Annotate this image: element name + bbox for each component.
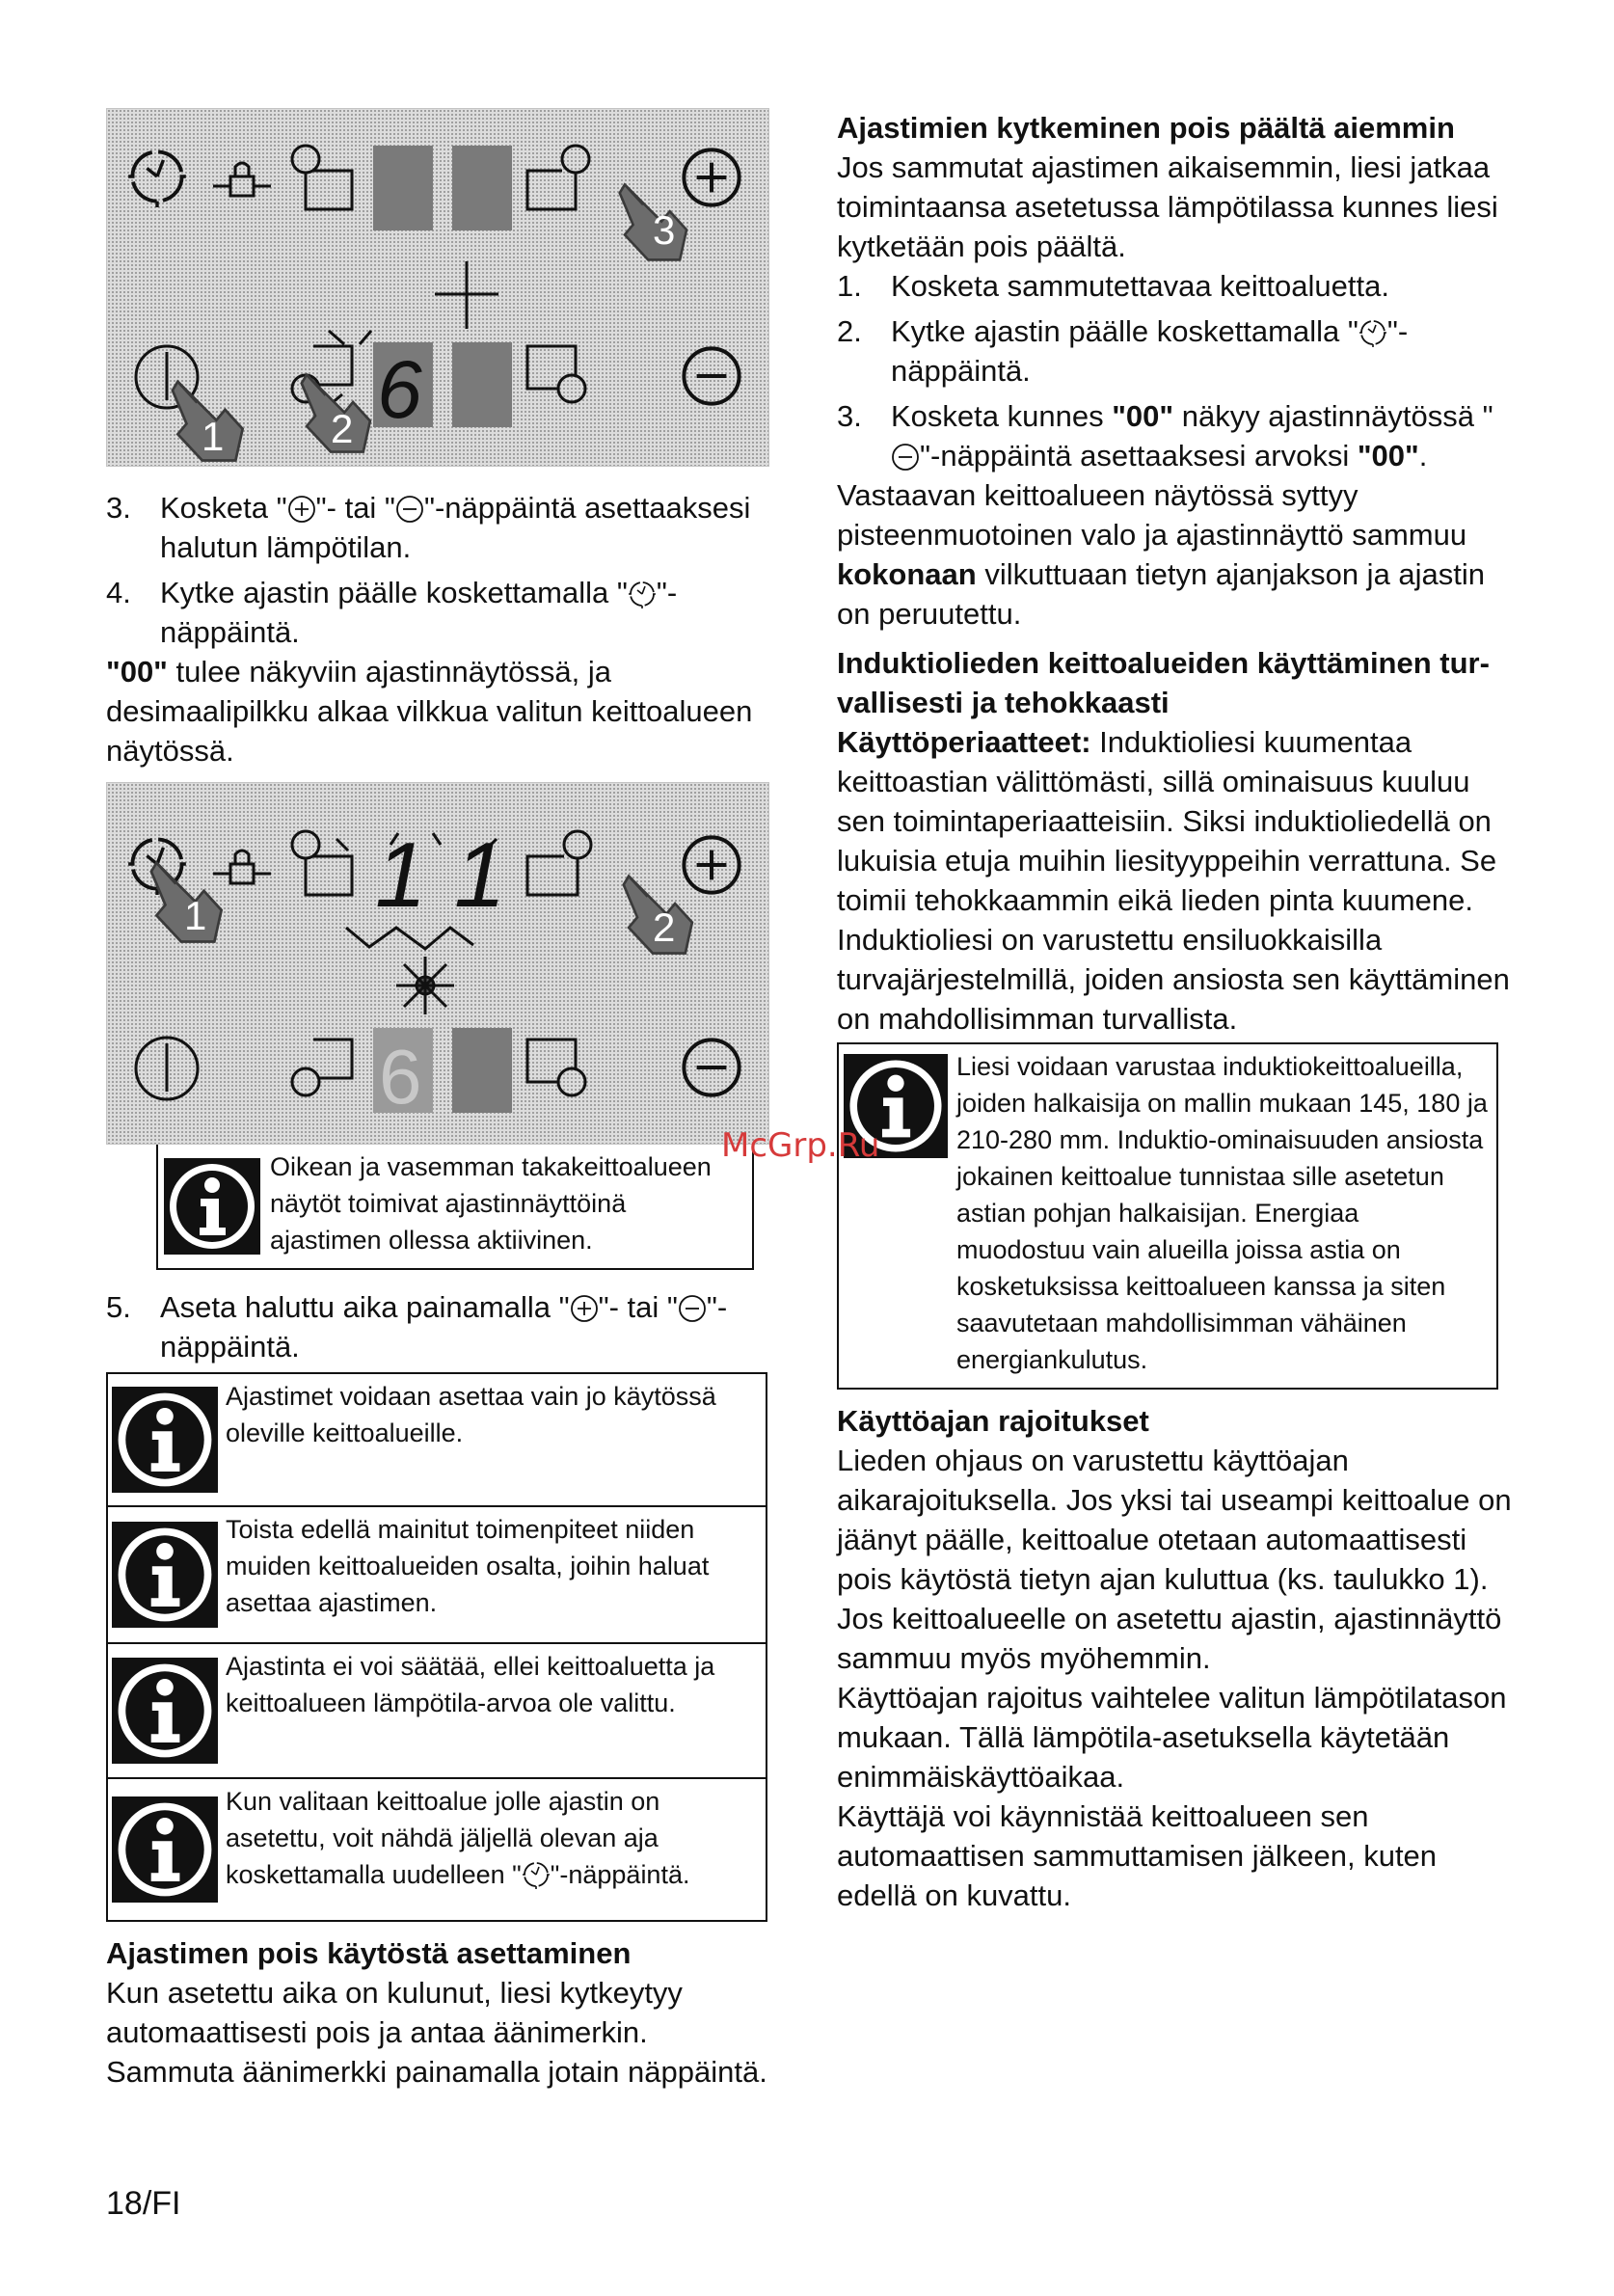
- step-4-text: Kytke ajastin päälle koskettamalla " "- näppäintä.: [160, 576, 678, 649]
- right-step-1-number: 1.: [837, 269, 862, 303]
- heading-timers-off-early: Ajastimien kytkeminen pois päältä aiemmin: [837, 111, 1455, 145]
- left-column: [106, 108, 771, 2092]
- step-4: [106, 573, 771, 652]
- display-digit-front: 6: [379, 1034, 422, 1120]
- para-restart: Käyttäjä voi käynnistää keittoalueen sen automaattisen sammuttamisen jälkeen, kuten edellä on kuvattu.: [837, 1799, 1438, 1912]
- para-usage-limit-temp: Käyttöajan rajoitus vaihtelee valitun lämpötilatason mukaan. Tällä lämpötila-asetuksella käytetään enimmäiskäyttöaikaa.: [837, 1681, 1507, 1794]
- panel2-drawing: [107, 783, 768, 1144]
- timer-icon: [128, 151, 186, 207]
- step-4-number: 4.: [106, 576, 131, 609]
- step-5: [106, 1287, 771, 1366]
- info-note-3: [106, 1644, 767, 1779]
- lock-icon: [213, 163, 271, 196]
- display-digit-6: 6: [377, 344, 422, 435]
- right-step-2: [837, 311, 1512, 391]
- step-5-number: 5.: [106, 1290, 131, 1324]
- display-front-right: [452, 1028, 512, 1113]
- watermark: McGrp.Ru: [721, 1126, 880, 1165]
- right-step-2-text: Kytke ajastin päälle koskettamalla " "- näppäintä.: [891, 314, 1409, 388]
- step-3-text: Kosketa " "- tai " "-näppäintä asettaaksesi halutun lämpötilan.: [160, 491, 751, 564]
- para-00-display: "00" tulee näkyviin ajastinnäytössä, ja desimaalipilkku alkaa vilkkua valitun keittoalueen näytössä.: [106, 655, 753, 768]
- info-note-induction: [837, 1042, 1498, 1390]
- display-back-right: [452, 146, 512, 230]
- control-panel-diagram-2: [106, 782, 769, 1145]
- right-step-1: [837, 266, 1512, 306]
- hand-label-2: 2: [653, 905, 676, 950]
- timer-icon: [522, 1860, 551, 1889]
- plus-icon: [684, 837, 739, 892]
- minus-icon: [891, 443, 920, 472]
- plus-icon: [570, 1294, 599, 1323]
- bridge-plus-icon: [435, 261, 498, 329]
- zone-icon-back-right: [527, 146, 589, 209]
- zone-icon-front-right: [527, 1040, 585, 1095]
- zone-icon-back-right: [527, 831, 591, 895]
- display-back-left: [373, 146, 433, 230]
- page-number: 18/FI: [106, 2185, 181, 2222]
- info-notes-group: [106, 1372, 767, 1922]
- heading-timer-off: Ajastimen pois käytöstä asettaminen: [106, 1936, 632, 1970]
- info-note-1: [106, 1372, 767, 1507]
- timer-icon: [628, 580, 657, 608]
- para-dot-light: Vastaavan keittoalueen näytössä syttyy pisteenmuotoinen valo ja ajastinnäyttö sammuu kokonaan vilkuttuaan tietyn ajanjakson ja ajastin on peruutettu.: [837, 478, 1486, 631]
- steps-list: [106, 488, 771, 770]
- info-note-induction-text: Liesi voidaan varustaa induktiokeittoalueilla, joiden halkaisija on mallin mukaan 145, 180 ja 210-280 mm. Induktio-ominaisuuden ansiosta jokainen keittoalue tunnistaa sille asetetun astian pohjan halkaisijan. Energiaa muodostuu vain alueilla joissa astia on kosketuksissa keittoalueen kanssa ja siten saavutetaan mahdollisimman vähäinen energiankulutus.: [956, 1052, 1488, 1374]
- power-icon: [136, 1038, 198, 1099]
- para-timers-off-early: Jos sammutat ajastimen aikaisemmin, liesi jatkaa toimintaansa asetetussa lämpötilassa kunnes liesi kytketään pois päältä.: [837, 150, 1498, 263]
- hand-label-1: 1: [202, 414, 225, 459]
- right-column: [837, 108, 1512, 1915]
- info-icon: [108, 1374, 222, 1505]
- lock-icon: [213, 851, 271, 883]
- display-front-right: [452, 342, 512, 427]
- right-step-3: [837, 396, 1512, 475]
- minus-icon: [395, 495, 424, 524]
- plus-icon: [684, 149, 739, 204]
- info-note-4-text: Kun valitaan keittoalue jolle ajastin on asetettu, voit nähdä jäljellä olevan aja koskettamalla uudelleen " "-näppäintä.: [226, 1787, 690, 1889]
- plus-icon: [287, 495, 316, 524]
- info-note-timer-displays: [156, 1145, 754, 1270]
- zone-icon-front-left: [292, 1040, 352, 1095]
- minus-icon: [684, 1040, 739, 1094]
- info-icon: [108, 1644, 222, 1777]
- heading-induction-safety: Induktiolieden keittoalueiden käyttäminen tur- vallisesti ja tehokkaasti: [837, 646, 1490, 719]
- right-step-3-number: 3.: [837, 399, 862, 433]
- control-panel-diagram-1: [106, 108, 769, 467]
- para-timer-off: Kun asetettu aika on kulunut, liesi kytkeytyy automaattisesti pois ja antaa äänimerkin. Sammuta äänimerkki painamalla jotain näppäintä.: [106, 1976, 767, 2089]
- display-digit-left: 1: [375, 824, 427, 927]
- para-principles: Käyttöperiaatteet: Induktioliesi kuumentaa keittoastian välittömästi, sillä ominaisuus kuuluu sen toimintaperiaatteisiin. Siksi induktioliedellä on lukuisia etuja muihin liesityyppeihin verrattuna. Se toimii tehokkaammin eikä lieden pinta kuumene. Induktioliesi on varustettu ensiluokkaisilla turvajärjestelmillä, joiden ansiosta sen käyttäminen on mahdollisimman turvallista.: [837, 725, 1510, 1036]
- zone-icon-front-right: [527, 346, 585, 402]
- info-note-2: [106, 1507, 767, 1644]
- panel1-drawing: [107, 109, 768, 466]
- info-icon: [158, 1145, 266, 1268]
- minus-icon: [678, 1294, 707, 1323]
- hand-label-2: 2: [331, 406, 354, 451]
- heading-usage-limits: Käyttöajan rajoitukset: [837, 1404, 1149, 1438]
- timer-icon: [1358, 318, 1387, 347]
- info-icon: [108, 1779, 222, 1920]
- display-digit-right: 1: [454, 824, 506, 927]
- right-step-2-number: 2.: [837, 314, 862, 348]
- minus-icon: [684, 348, 739, 403]
- right-step-1-text: Kosketa sammutettavaa keittoaluetta.: [891, 269, 1389, 303]
- info-icon: [108, 1507, 222, 1642]
- para-usage-limits: Lieden ohjaus on varustettu käyttöajan aikarajoituksella. Jos yksi tai useampi keittoalue on jäänyt päälle, keittoalue otetaan automaattisesti pois käytöstä tietyn ajan kuluttua (ks. taulukko 1). Jos keittoalueelle on asetettu ajastin, ajastinnäyttö sammuu myös myöhemmin.: [837, 1444, 1512, 1675]
- step-5-text: Aseta haluttu aika painamalla " "- tai " "- näppäintä.: [160, 1290, 728, 1364]
- step-3-number: 3.: [106, 491, 131, 525]
- right-step-3-text: Kosketa kunnes "00" näkyy ajastinnäytössä ""-näppäintä asettaaksesi arvoksi "00".: [891, 399, 1493, 473]
- step-3: [106, 488, 771, 567]
- info-note-4: [106, 1779, 767, 1922]
- zone-icon-back-left: [292, 146, 352, 209]
- hand-label-3: 3: [653, 207, 676, 253]
- hand-label-1: 1: [184, 893, 207, 938]
- info-note-1-text: Ajastimet voidaan asettaa vain jo käytössä oleville keittoalueille.: [226, 1382, 716, 1447]
- info-note-2-text: Toista edellä mainitut toimenpiteet niiden muiden keittoalueiden osalta, joihin haluat asettaa ajastimen.: [226, 1515, 710, 1617]
- info-note-text: Oikean ja vasemman takakeittoalueen näytöt toimivat ajastinnäyttöinä ajastimen ollessa aktiivinen.: [270, 1152, 712, 1255]
- info-note-3-text: Ajastinta ei voi säätää, ellei keittoaluetta ja keittoalueen lämpötila-arvoa ole valittu.: [226, 1652, 715, 1717]
- info-icon: [839, 1044, 953, 1388]
- blinking-dot-icon: [396, 957, 454, 1014]
